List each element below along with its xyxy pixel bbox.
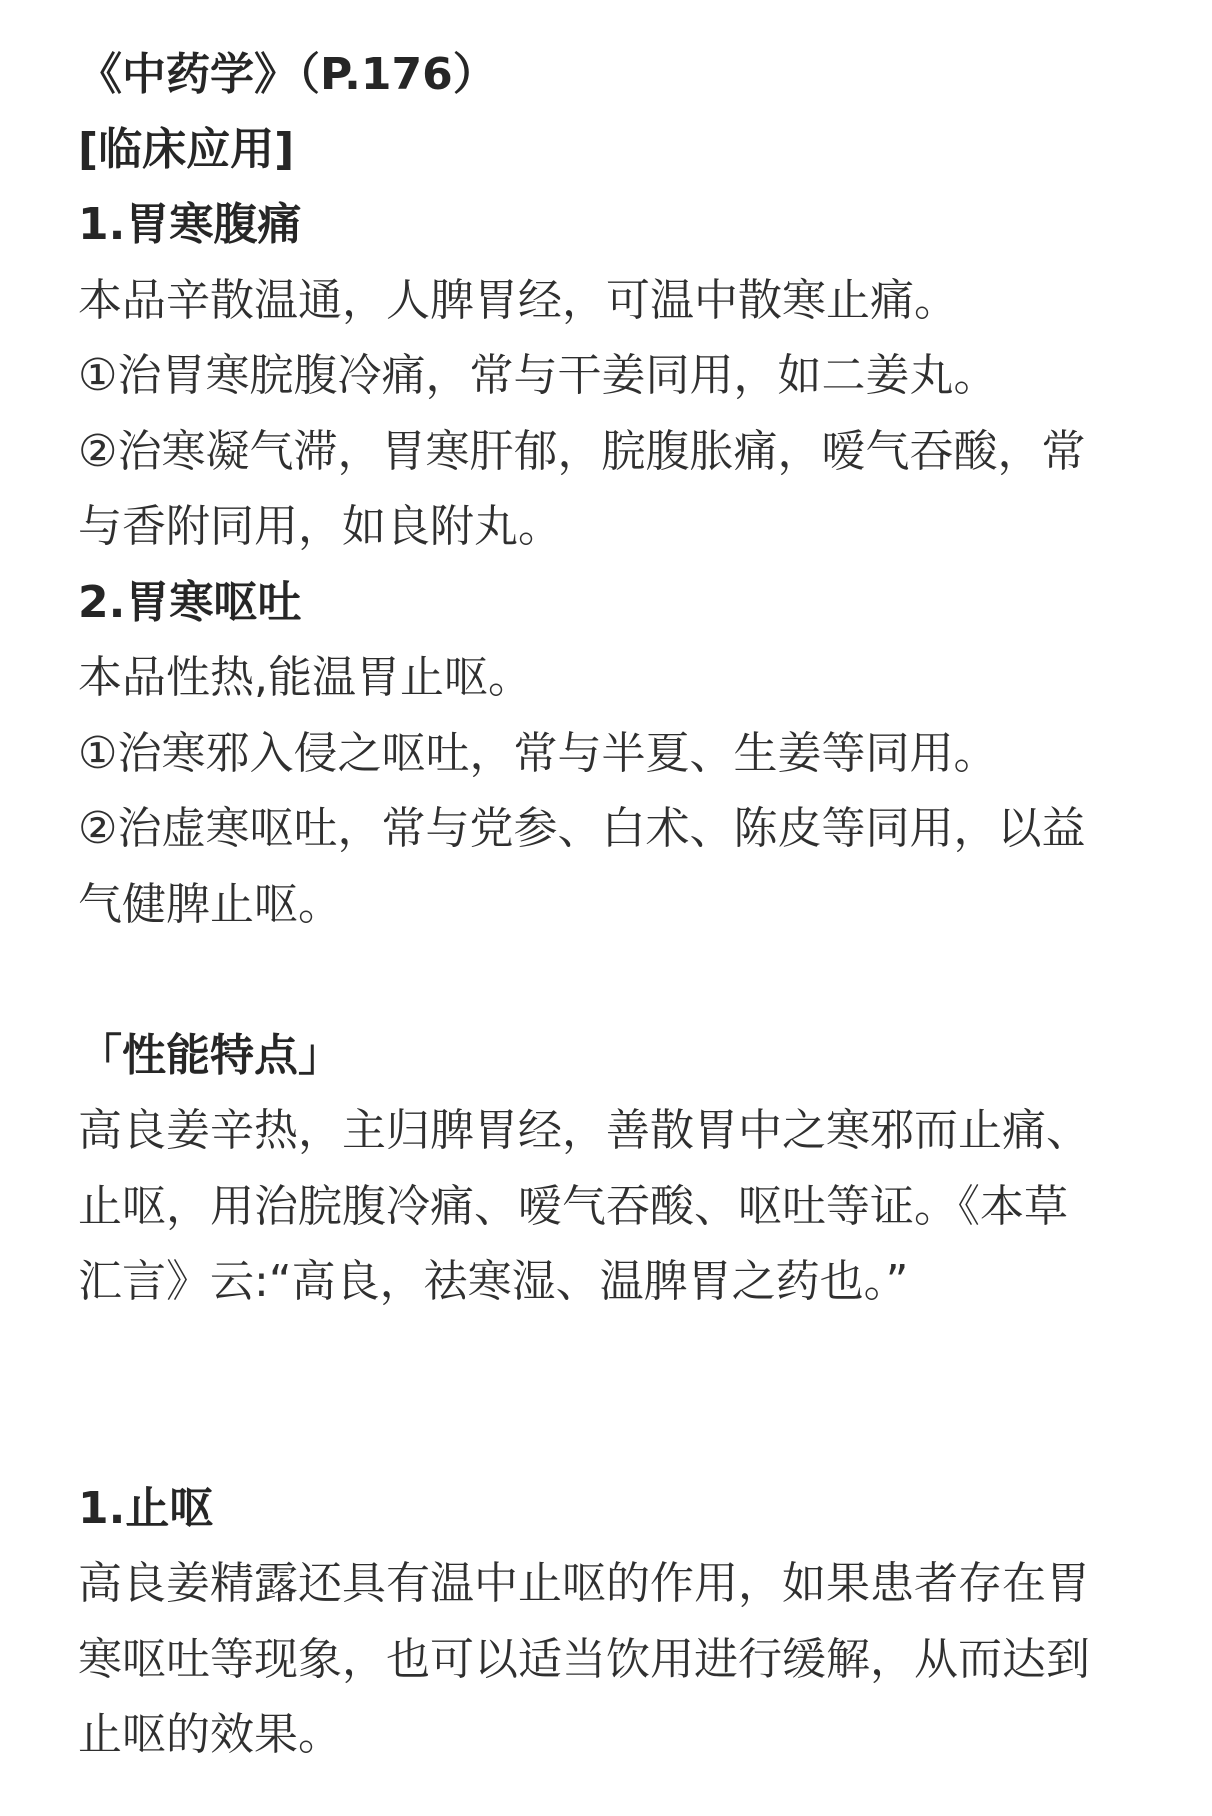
effect-heading-antiemetic: 1.止呕 xyxy=(78,1483,214,1534)
paragraph-line: 与香附同用，如良附丸。 xyxy=(78,501,562,552)
paragraph-line: 本品性热,能温胃止呕。 xyxy=(78,652,532,703)
paragraph-line: 止呕，用治脘腹冷痛、嗳气吞酸、呕吐等证。《本草 xyxy=(78,1181,1068,1232)
source-title: 《中药学》（P.176） xyxy=(78,49,497,100)
paragraph-line: 高良姜精露还具有温中止呕的作用，如果患者存在胃 xyxy=(78,1558,1090,1609)
item-heading-stomach-pain: 1.胃寒腹痛 xyxy=(78,199,302,250)
paragraph-line: 汇言》云:“高良，祛寒湿、温脾胃之药也。” xyxy=(78,1256,909,1307)
paragraph-line: 本品辛散温通，人脾胃经，可温中散寒止痛。 xyxy=(78,275,958,326)
paragraph-line: ①治胃寒脘腹冷痛，常与干姜同用，如二姜丸。 xyxy=(78,350,998,401)
paragraph-line: ②治寒凝气滞，胃寒肝郁，脘腹胀痛，嗳气吞酸，常 xyxy=(78,426,1086,477)
item-heading-vomiting: 2.胃寒呕吐 xyxy=(78,577,302,628)
paragraph-line: ①治寒邪入侵之呕吐，常与半夏、生姜等同用。 xyxy=(78,728,998,779)
section-heading-features: 「性能特点」 xyxy=(78,1030,342,1081)
section-heading-clinical: [临床应用] xyxy=(78,124,295,175)
paragraph-line: 高良姜辛热，主归脾胃经，善散胃中之寒邪而止痛、 xyxy=(78,1105,1090,1156)
paragraph-line: 寒呕吐等现象，也可以适当饮用进行缓解，从而达到 xyxy=(78,1634,1090,1685)
paragraph-line: ②治虚寒呕吐，常与党参、白术、陈皮等同用，以益 xyxy=(78,803,1086,854)
paragraph-line: 气健脾止呕。 xyxy=(78,879,342,930)
paragraph-line: 止呕的效果。 xyxy=(78,1709,342,1760)
